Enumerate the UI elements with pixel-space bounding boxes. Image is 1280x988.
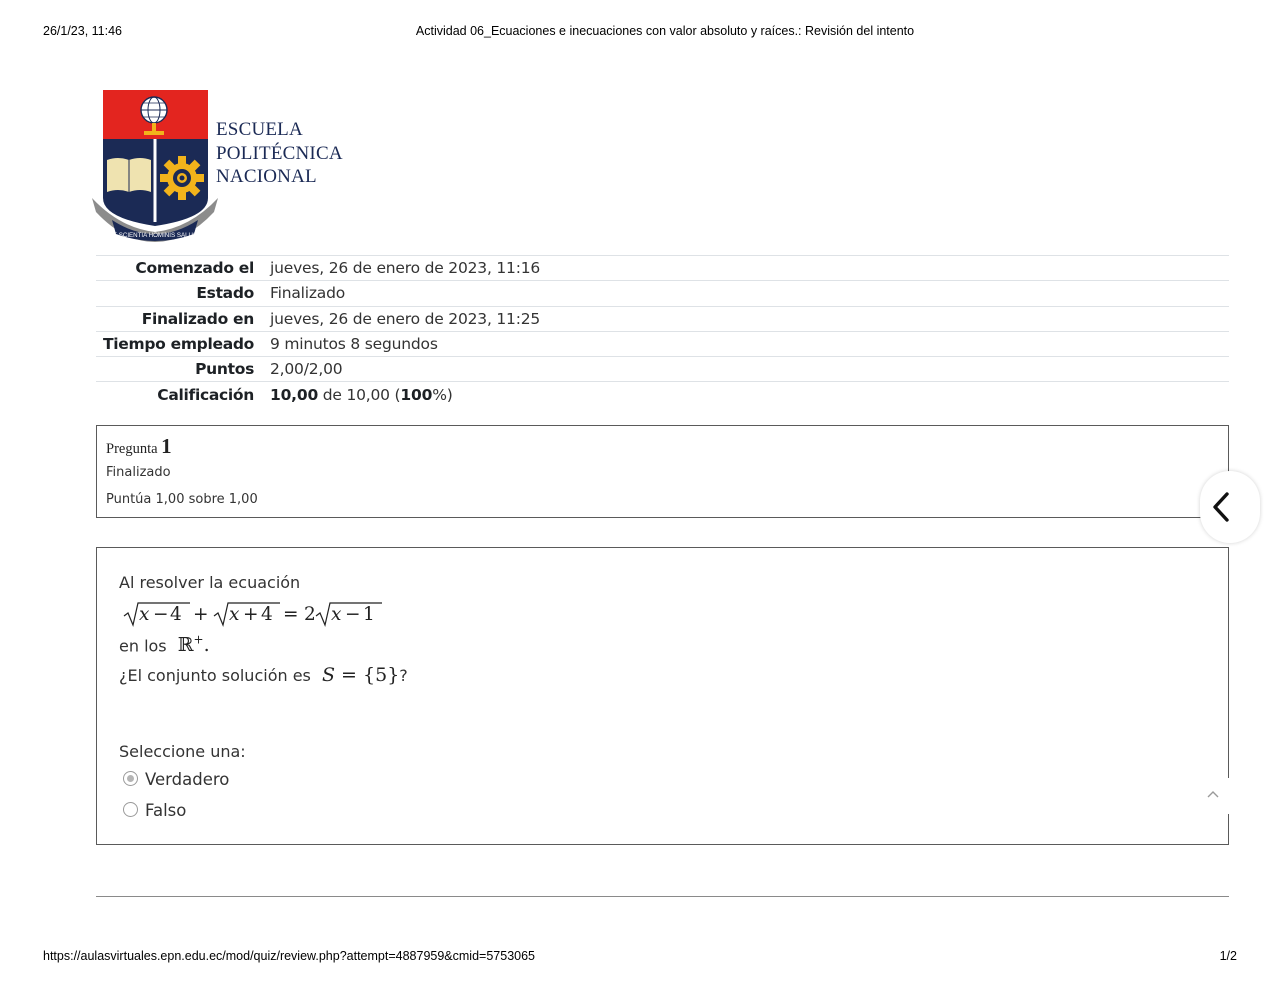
question-mark: Puntúa 1,00 sobre 1,00 [106,492,258,507]
chevron-left-icon [1208,490,1238,524]
book-icon [107,158,151,192]
summary-row-marks [96,357,1229,382]
question-intro: Al resolver la ecuación [119,573,301,592]
svg-text:1: 1 [363,604,375,625]
summary-label: Calificación [157,385,254,404]
grade-percent: 100 [400,385,433,404]
svg-text:+: + [243,604,259,625]
summary-row-time-taken [96,331,1229,356]
option-verdadero[interactable] [123,770,229,789]
grade-suffix: %) [432,385,453,404]
equation-math [122,600,387,628]
svg-text:x: x [331,604,342,625]
summary-row-started [96,256,1229,281]
radio-verdadero[interactable] [123,771,138,786]
question-content-box [96,547,1229,845]
print-header [43,24,1237,40]
gear-icon [160,156,204,200]
summary-label: Puntos [195,360,254,379]
summary-label: Finalizado en [141,309,254,328]
question-ask-line [119,664,408,686]
bottom-divider [96,896,1229,897]
select-prompt: Seleccione una: [119,742,246,761]
print-title: Actividad 06_Ecuaciones e inecuaciones con valor absoluto y raíces.: Revisión del intento [415,24,915,38]
summary-label: Comenzado el [135,259,254,278]
logo-line-1: ESCUELA [216,119,303,140]
logo-line-2: POLITÉCNICA [216,142,343,164]
logo-wordmark [216,118,343,189]
question-number [106,434,172,459]
summary-label: Estado [196,284,254,303]
summary-label: Tiempo empleado [103,335,254,354]
summary-value: Finalizado [270,284,345,303]
ask-prefix: ¿El conjunto solución es [119,666,311,685]
option-falso[interactable] [123,801,186,820]
radio-falso[interactable] [123,802,138,817]
svg-text:+: + [193,604,209,625]
set-symbol: ℝ [177,634,194,657]
question-label: Pregunta [106,441,162,457]
svg-text:−: − [345,604,361,625]
question-state: Finalizado [106,465,171,480]
question-info-box [96,425,1229,518]
attempt-summary-table [96,255,1229,407]
question-number-value: 1 [161,434,172,458]
svg-text:=: = [283,604,299,625]
print-url: https://aulasvirtuales.epn.edu.ec/mod/quiz/review.php?attempt=4887959&cmid=5753065 [43,949,535,963]
svg-text:−: − [153,604,169,625]
print-datetime: 26/1/23, 11:46 [43,24,123,38]
svg-text:4: 4 [261,604,273,625]
svg-text:4: 4 [170,604,182,625]
summary-value: 9 minutos 8 segundos [270,335,438,354]
ask-suffix: ? [399,666,408,685]
question-domain-line [119,633,210,656]
solution-set-math: S = {5} [321,664,400,686]
drawer-toggle-button[interactable] [1200,471,1260,543]
domain-set: ℝ+. [177,633,210,657]
logo-line-3: NACIONAL [216,166,317,187]
summary-value [270,382,1229,407]
option-label: Verdadero [145,770,230,789]
grade-value: 10,00 [270,385,319,404]
summary-value: 2,00/2,00 [270,360,343,379]
chevron-up-icon [1206,789,1220,799]
summary-row-grade [96,382,1229,407]
summary-row-state [96,281,1229,306]
summary-value: jueves, 26 de enero de 2023, 11:25 [270,309,541,328]
back-to-top-button[interactable] [1199,778,1229,814]
svg-text:x: x [139,604,150,625]
print-page-number: 1/2 [1219,949,1237,963]
option-label: Falso [145,801,187,820]
domain-prefix: en los [119,636,167,656]
grade-of: de 10,00 ( [318,385,401,404]
set-sup: + [193,633,204,647]
svg-text:x: x [229,604,240,625]
svg-text:2: 2 [304,604,316,625]
summary-value: jueves, 26 de enero de 2023, 11:16 [270,259,541,278]
summary-row-completed [96,306,1229,331]
logo-motto: E SCIENTIA HOMINIS SALUS [112,232,198,239]
